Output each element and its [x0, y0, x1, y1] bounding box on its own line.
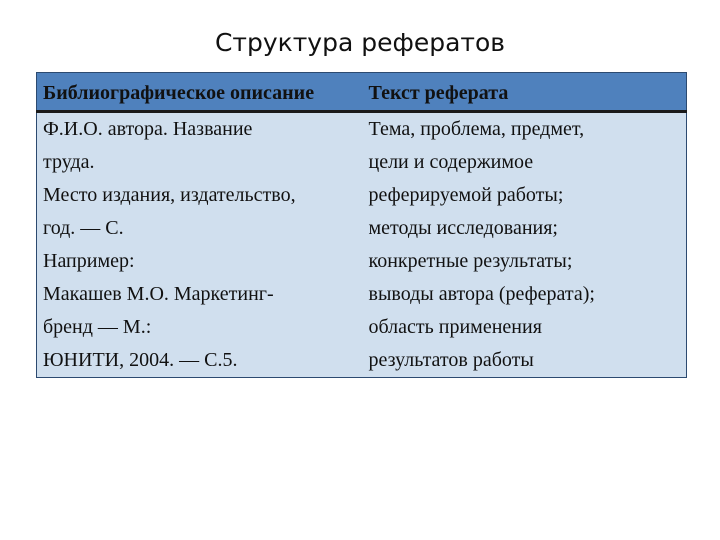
cell-line: год. — С. [43, 217, 124, 239]
cell-line: Макашев М.О. Маркетинг- [43, 283, 274, 305]
cell-line: ЮНИТИ, 2004. — С.5. [43, 349, 238, 371]
abstract-text-cell [363, 112, 687, 378]
cell-line: Ф.И.О. автора. Название [43, 118, 253, 140]
cell-line: Например: [43, 250, 135, 272]
table-row [37, 112, 687, 378]
cell-line: бренд — М.: [43, 316, 152, 338]
table-header-row [37, 73, 687, 112]
bibliographic-description-cell [37, 112, 363, 378]
cell-line: результатов работы [368, 349, 534, 371]
cell-line: труда. [43, 151, 95, 173]
header-bibliographic-description: Библиографическое описание [37, 73, 363, 112]
cell-line: цели и содержимое [368, 151, 534, 173]
cell-line: Тема, проблема, предмет, [368, 118, 585, 140]
cell-line: Место издания, издательство, [43, 184, 296, 206]
cell-line: реферируемой работы; [368, 184, 564, 206]
cell-line: методы исследования; [368, 217, 558, 239]
cell-line: выводы автора (реферата); [368, 283, 595, 305]
cell-line: конкретные результаты; [368, 250, 573, 272]
reference-structure-table [36, 72, 687, 378]
slide-title: Структура рефератов [214, 28, 506, 57]
header-abstract-text: Текст реферата [363, 73, 687, 112]
cell-line: область применения [368, 316, 542, 338]
